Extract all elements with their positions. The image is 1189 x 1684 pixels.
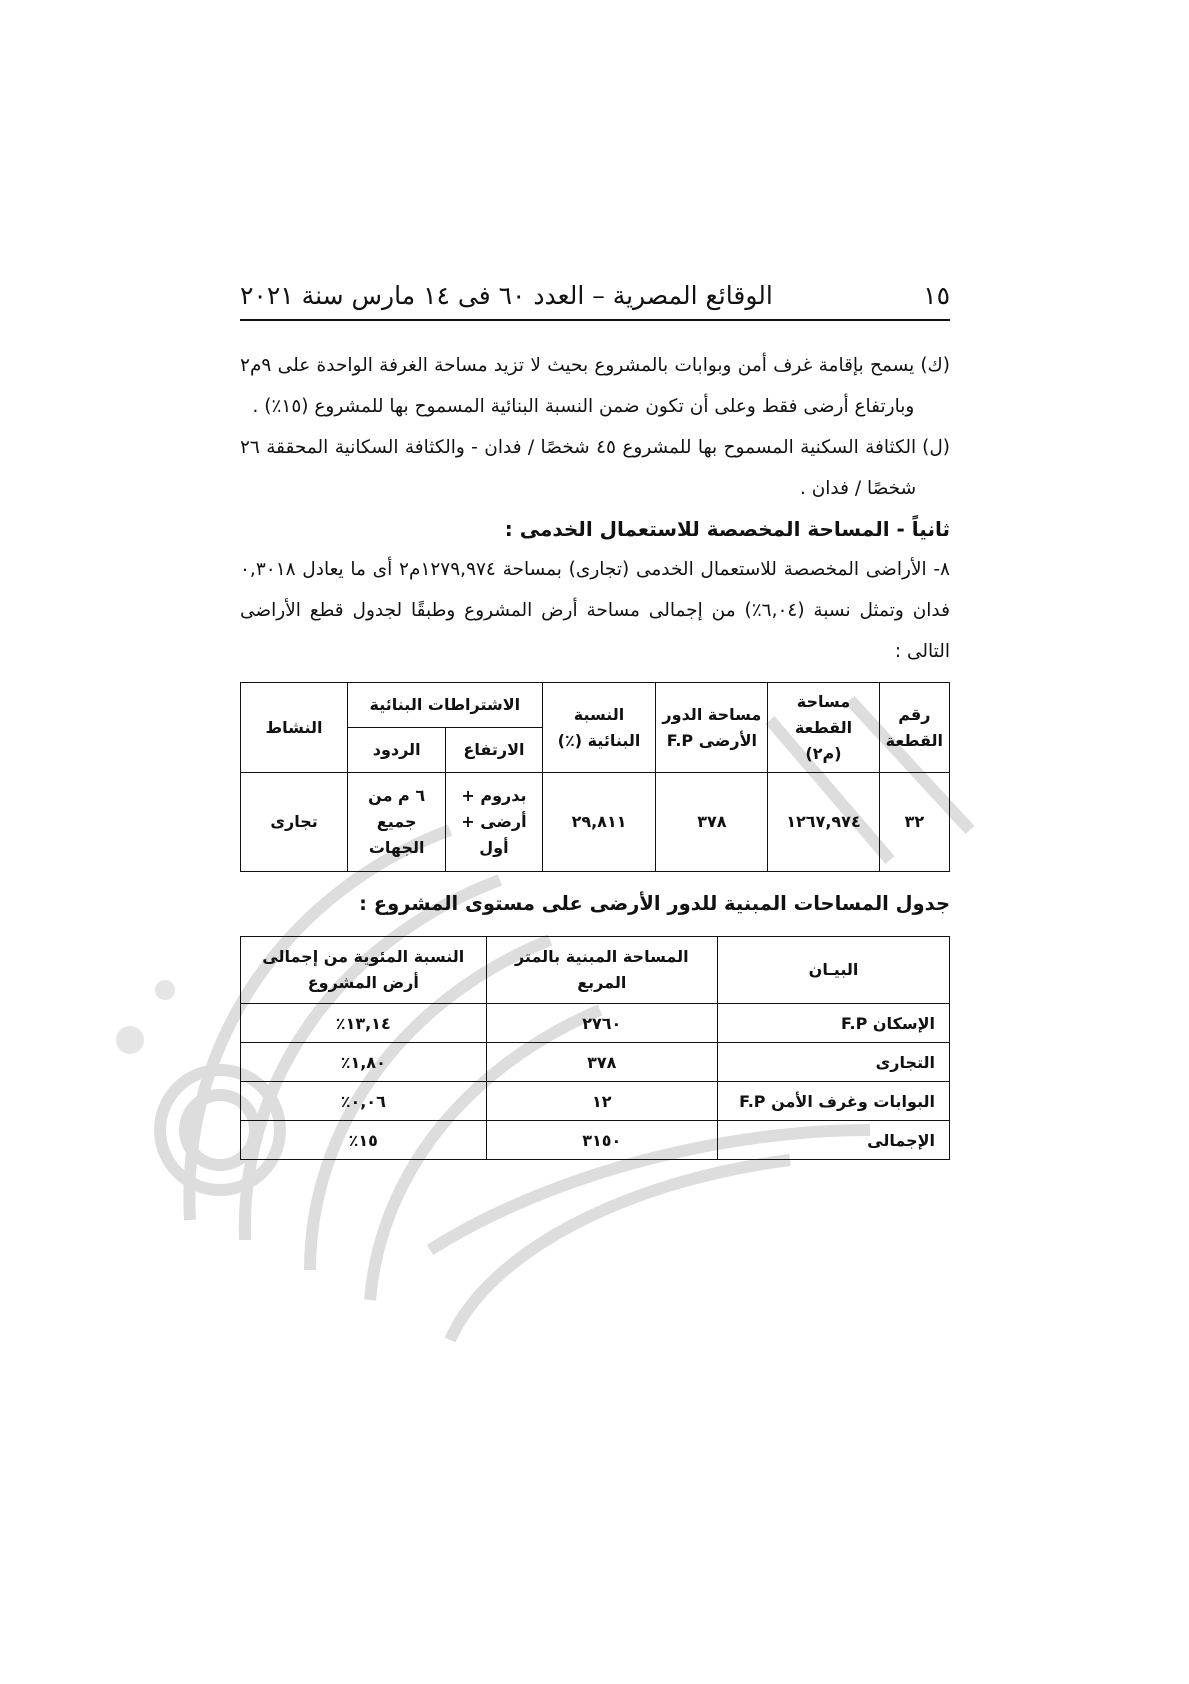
item-key: (ك) (920, 355, 950, 376)
table-row (241, 1121, 950, 1160)
cell-building-ratio: ٢٩,٨١١ (542, 773, 656, 872)
col-plot-area: مساحة القطعة (م٢) (768, 683, 879, 773)
built-areas-table (240, 936, 950, 1160)
cell-height: بدروم + أرضى + أول (446, 773, 542, 872)
col-setbacks: الردود (348, 728, 446, 773)
item-text: الكثافة السكنية المسموح بها للمشروع ٤٥ شخصًا / فدان - والكثافة السكانية المحققة ٢٦ شخصًا / فدان . (240, 437, 917, 499)
col-ground-area: مساحة الدور الأرضى F.P (656, 683, 768, 773)
cell-area: ٢٧٦٠ (486, 1004, 718, 1043)
page-content (240, 345, 950, 1160)
cell-item: الإجمالى (718, 1121, 950, 1160)
plots-table (240, 682, 950, 872)
header-divider (240, 319, 950, 321)
col-activity: النشاط (241, 683, 348, 773)
cell-activity: تجارى (241, 773, 348, 872)
page-header (240, 270, 950, 310)
cell-item: الإسكان F.P (718, 1004, 950, 1043)
item-key: (ل) (922, 437, 950, 458)
cell-percent: ١,٨٠٪ (241, 1043, 487, 1082)
col-plot-no: رقم القطعة (879, 683, 949, 773)
header-title: الوقائع المصرية – العدد ٦٠ فى ١٤ مارس سنة ٢٠٢١ (240, 281, 773, 310)
cell-percent: ٠,٠٦٪ (241, 1082, 487, 1121)
col-item: البيـان (718, 937, 950, 1004)
cell-item: البوابات وغرف الأمن F.P (718, 1082, 950, 1121)
table-row (241, 1004, 950, 1043)
table-row (241, 1082, 950, 1121)
item-text: يسمح بإقامة غرف أمن وبوابات بالمشروع بحيث لا تزيد مساحة الغرفة الواحدة على ٩م٢ وبارتفاع أرضى فقط وعلى أن تكون ضمن النسبة البنائية المسموح بها للمشروع (١٥٪) . (240, 355, 915, 417)
cell-percent: ١٣,١٤٪ (241, 1004, 487, 1043)
col-built-area: المساحة المبنية بالمتر المربع (486, 937, 718, 1004)
col-building-conditions: الاشتراطات البنائية (348, 683, 543, 728)
page-number: ١٥ (923, 281, 950, 310)
paragraph-8: ٨- الأراضى المخصصة للاستعمال الخدمى (تجارى) بمساحة ١٢٧٩,٩٧٤م٢ أى ما يعادل ٠,٣٠١٨ فدان وتمثل نسبة (٦,٠٤٪) من إجمالى مساحة أرض المشروع وطبقًا لجدول قطع الأراضى التالى : (240, 559, 950, 662)
cell-plot-area: ١٢٦٧,٩٧٤ (768, 773, 879, 872)
cell-area: ٣١٥٠ (486, 1121, 718, 1160)
cell-setbacks: ٦ م من جميع الجهات (348, 773, 446, 872)
table-row (241, 1043, 950, 1082)
built-table-title: جدول المساحات المبنية للدور الأرضى على مستوى المشروع : (359, 892, 950, 915)
section-heading: ثانياً - المساحة المخصصة للاستعمال الخدمى : (504, 517, 950, 541)
list-item-l (240, 427, 950, 509)
cell-plot-no: ٣٢ (879, 773, 949, 872)
cell-area: ١٢ (486, 1082, 718, 1121)
col-building-ratio: النسبة البنائية (٪) (542, 683, 656, 773)
cell-item: التجارى (718, 1043, 950, 1082)
col-percent: النسبة المئوية من إجمالى أرض المشروع (241, 937, 487, 1004)
cell-percent: ١٥٪ (241, 1121, 487, 1160)
cell-ground-area: ٣٧٨ (656, 773, 768, 872)
list-item-k (240, 345, 950, 427)
col-height: الارتفاع (446, 728, 542, 773)
cell-area: ٣٧٨ (486, 1043, 718, 1082)
table-row (241, 773, 950, 872)
